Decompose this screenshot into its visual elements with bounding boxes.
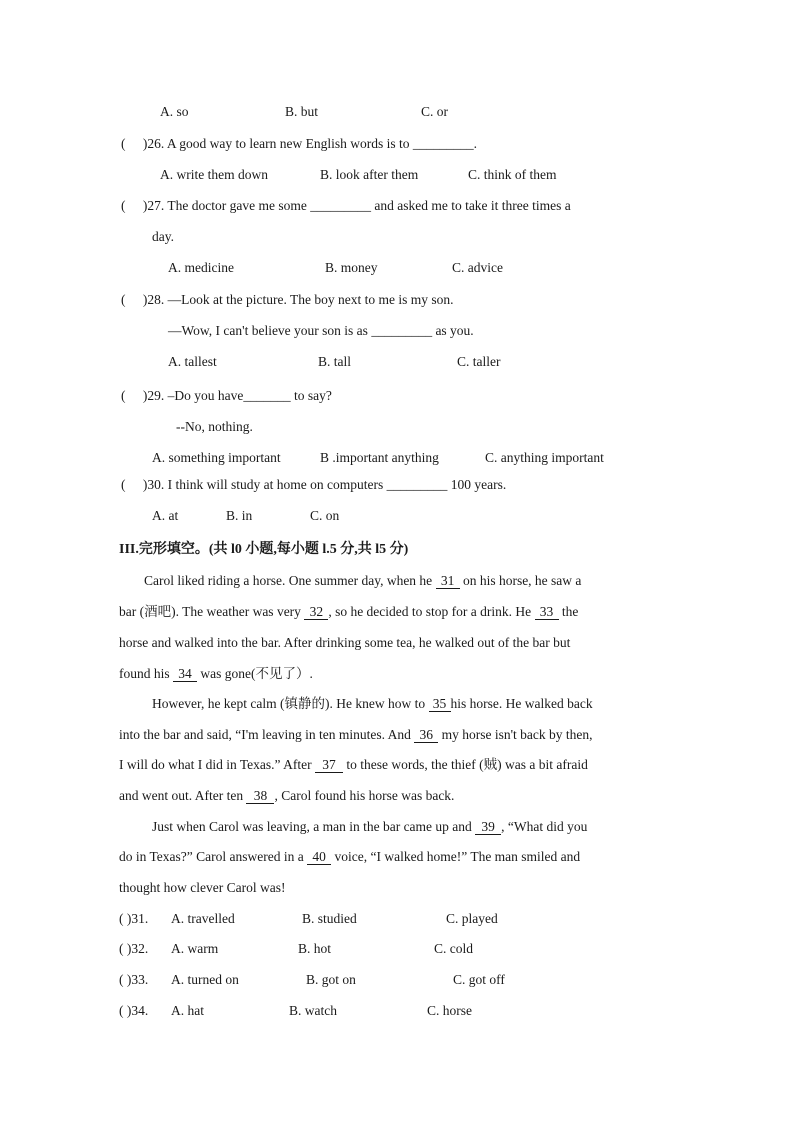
q28-option-b: B. tall [318,354,351,369]
question-number: ( )33. [119,972,149,987]
question-number: )27. [142,198,165,213]
question-text: and asked me to take it three times a [374,198,571,213]
answer-blank: _______ [243,388,291,403]
question-number: )28. [142,292,165,307]
q30-option-a: A. at [152,508,179,523]
q32-option-b: B. hot [298,941,332,956]
question-text: 100 years. [450,477,507,492]
q30-stem [121,476,506,494]
cloze-blank-33: 33 [535,605,559,620]
question-number: ( )34. [119,1003,149,1018]
section-heading: III.完形填空。(共 l0 小题,每小题 l.5 分,共 l5 分) [119,542,409,557]
q29-option-b: B .important anything [320,450,439,465]
q27-stem-cont: day. [152,229,174,244]
q26-stem [121,135,477,153]
cloze-blank-40: 40 [307,850,331,865]
q32-option-c: C. cold [434,941,473,956]
q34-option-b: B. watch [289,1003,337,1018]
question-text: A good way to learn new English words is to [166,136,410,151]
answer-blank: _________ [310,198,371,213]
passage-line: into the bar and said, “I'm leaving in ten minutes. And 36 my horse isn't back by then, [119,727,593,742]
q32-option-a: A. warm [171,941,219,956]
question-number: ( )31. [119,911,149,926]
question-text: —Look at the picture. The boy next to me is my son. [167,292,454,307]
q31-option-c: C. played [446,911,498,926]
question-number: )26. [142,136,165,151]
q25-option-c: C. or [421,104,448,119]
passage-line: bar (酒吧). The weather was very 32 , so he decided to stop for a drink. He 33 the [119,604,579,619]
cloze-blank-31: 31 [436,574,460,589]
q33-option-a: A. turned on [171,972,239,987]
question-text: —Wow, I can't believe your son is as [168,323,368,338]
q31-option-b: B. studied [302,911,357,926]
q33-option-b: B. got on [306,972,356,987]
q27-stem [121,197,571,215]
q29-stem-2: --No, nothing. [176,419,253,434]
passage-line: and went out. After ten 38 , Carol found his horse was back. [119,788,455,803]
q26-option-a: A. write them down [160,167,268,182]
q31-option-a: A. travelled [171,911,235,926]
question-text: to say? [293,388,332,403]
passage-line: However, he kept calm (镇静的). He knew how to 35 his horse. He walked back [152,696,593,711]
question-end: . [473,136,477,151]
question-number: )29. [142,388,165,403]
passage-line: do in Texas?” Carol answered in a 40 voice, “I walked home!” The man smiled and [119,849,581,864]
q26-option-b: B. look after them [320,167,419,182]
cloze-blank-32: 32 [304,605,328,620]
question-text: as you. [435,323,474,338]
q28-option-a: A. tallest [168,354,217,369]
passage-line: I will do what I did in Texas.” After 37 to these words, the thief (贼) was a bit afraid [119,757,588,772]
passage-line: Just when Carol was leaving, a man in the bar came up and 39 , “What did you [152,819,588,834]
question-text: I think will study at home on computers [167,477,384,492]
q27-option-a: A. medicine [168,260,234,275]
q27-option-b: B. money [325,260,378,275]
passage-line: found his 34 was gone(不见了）. [119,666,313,681]
answer-blank: _________ [386,477,448,492]
question-number: ( )32. [119,941,149,956]
q34-option-a: A. hat [171,1003,204,1018]
q28-option-c: C. taller [457,354,501,369]
q33-option-c: C. got off [453,972,505,987]
answer-paren-open: ( [121,388,126,403]
cloze-blank-35: 35 [429,697,451,712]
q29-option-c: C. anything important [485,450,604,465]
q30-option-b: B. in [226,508,253,523]
q29-stem [121,387,332,405]
cloze-blank-36: 36 [414,728,438,743]
answer-paren-open: ( [121,136,126,151]
q30-option-c: C. on [310,508,340,523]
q29-option-a: A. something important [152,450,281,465]
cloze-blank-39: 39 [475,820,501,835]
question-text: The doctor gave me some [167,198,307,213]
answer-paren-open: ( [121,198,126,213]
passage-line: thought how clever Carol was! [119,880,286,895]
cloze-blank-34: 34 [173,667,197,682]
cloze-blank-37: 37 [315,758,343,773]
passage-line: horse and walked into the bar. After drinking some tea, he walked out of the bar but [119,635,571,650]
answer-blank: _________ [412,136,474,151]
cloze-blank-38: 38 [246,789,274,804]
q26-option-c: C. think of them [468,167,557,182]
q25-option-a: A. so [160,104,189,119]
answer-paren-open: ( [121,292,126,307]
answer-blank: _________ [371,323,433,338]
passage-line: Carol liked riding a horse. One summer day, when he 31 on his horse, he saw a [144,573,582,588]
q34-option-c: C. horse [427,1003,472,1018]
q25-option-b: B. but [285,104,319,119]
question-number: )30. [142,477,165,492]
q28-stem [121,291,453,309]
answer-paren-open: ( [121,477,126,492]
question-text: –Do you have [167,388,244,403]
q27-option-c: C. advice [452,260,503,275]
q28-stem-2 [168,322,474,340]
